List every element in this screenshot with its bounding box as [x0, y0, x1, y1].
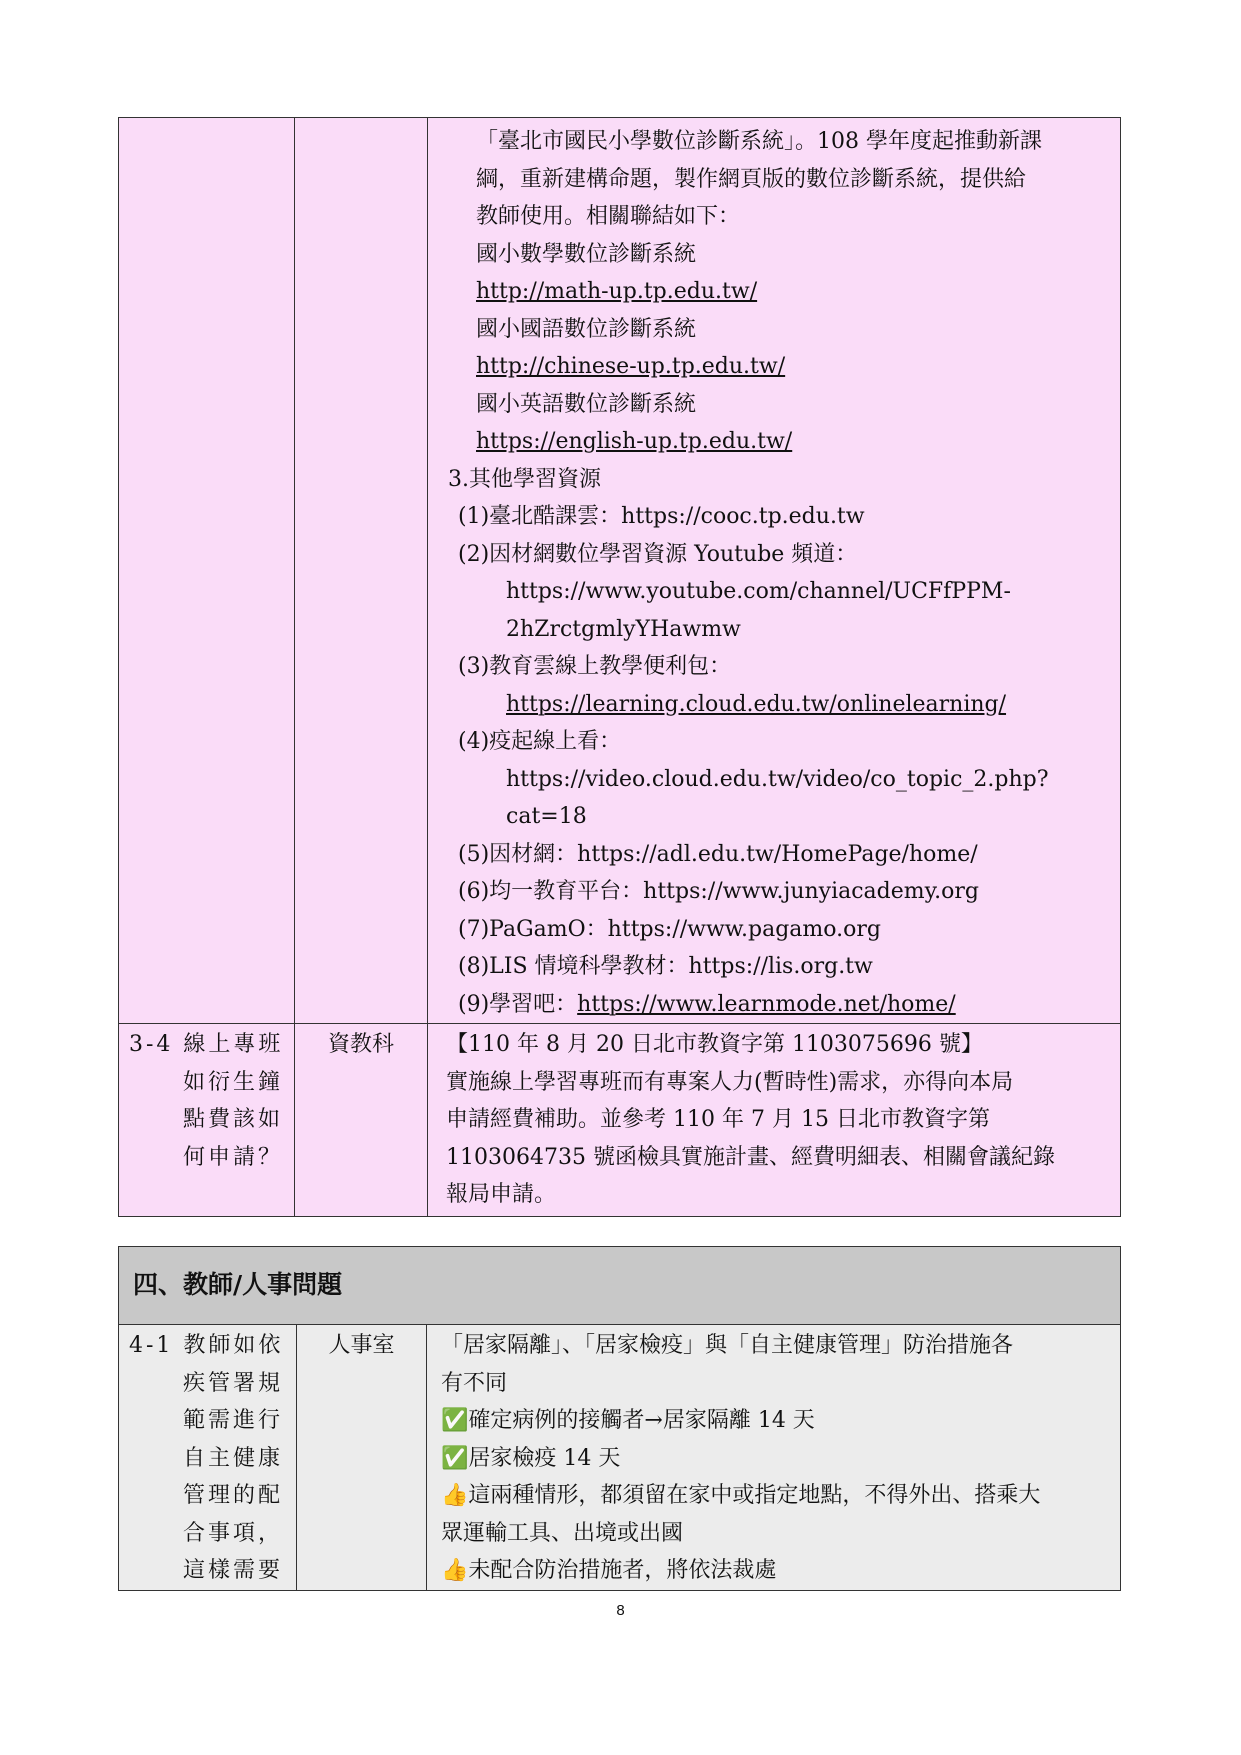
resource-line: https://www.youtube.com/channel/UCFfPPM-	[506, 579, 1011, 604]
resource-line: 國小英語數位診斷系統	[476, 391, 697, 417]
resource-link[interactable]: https://english-up.tp.edu.tw/	[476, 429, 793, 454]
resource-line: (8)LIS 情境科學教材：https://lis.org.tw	[458, 954, 873, 979]
question-line: 自主健康	[183, 1445, 284, 1471]
department-label: 資教科	[327, 1032, 394, 1057]
question-cell	[119, 1325, 297, 1591]
question-line: 管理的配	[183, 1483, 284, 1508]
answer-line: 報局申請。	[446, 1182, 557, 1207]
resource-line: 綱，重新建構命題，製作網頁版的數位診斷系統，提供給	[476, 166, 1027, 192]
resource-line: (5)因材網：https://adl.edu.tw/HomePage/home/	[458, 841, 978, 867]
section4-table	[118, 1246, 1121, 1591]
answer-cell	[428, 118, 1121, 1024]
learnmode-link[interactable]: https://www.learnmode.net/home/	[577, 991, 956, 1017]
resource-line: (3)教育雲線上教學便利包：	[458, 654, 732, 679]
answer-line: 眾運輸工具、出境或出國	[441, 1520, 684, 1546]
resource-line: 教師使用。相關聯結如下：	[476, 204, 741, 229]
resource-line: 國小國語數位診斷系統	[476, 316, 697, 342]
question-line: 3-4 線上專班	[129, 1032, 284, 1057]
table-row	[119, 1325, 1121, 1591]
department-cell	[297, 1325, 427, 1591]
answer-line: 👍未配合防治措施者，將依法裁處	[441, 1558, 777, 1583]
resource-line: https://video.cloud.edu.tw/video/co_topic_2.php?	[506, 766, 1049, 792]
answer-line: 申請經費補助。並參考 110 年 7 月 15 日北市教資字第	[446, 1107, 990, 1132]
resource-line: (2)因材網數位學習資源 Youtube 頻道：	[458, 541, 858, 567]
resource-line: (6)均一教育平台：https://www.junyiacademy.org	[458, 879, 979, 904]
answer-line: 有不同	[441, 1370, 508, 1396]
question-line: 何申請？	[183, 1144, 284, 1170]
resource-link[interactable]: http://math-up.tp.edu.tw/	[476, 279, 758, 304]
answer-line: ✅確定病例的接觸者→居家隔離 14 天	[441, 1408, 815, 1433]
table-row	[119, 1024, 1121, 1217]
answer-cell	[427, 1325, 1121, 1591]
question-line: 合事項，	[183, 1520, 284, 1546]
section-header-row	[119, 1247, 1121, 1325]
department-label: 人事室	[328, 1333, 395, 1358]
answer-line: 【110 年 8 月 20 日北市教資字第 1103075696 號】	[446, 1032, 983, 1057]
answer-line: 實施線上學習專班而有專案人力(暫時性)需求，亦得向本局	[446, 1069, 1014, 1095]
answer-line: 1103064735 號函檢具實施計畫、經費明細表、相關會議紀錄	[446, 1144, 1055, 1170]
resource-line: 國小數學數位診斷系統	[476, 241, 697, 267]
question-line: 範需進行	[183, 1408, 284, 1433]
resource-link[interactable]: http://chinese-up.tp.edu.tw/	[476, 354, 786, 379]
question-cell	[119, 118, 295, 1024]
page-number: 8	[616, 1602, 625, 1619]
table-row	[119, 118, 1121, 1024]
answer-line: 「居家隔離」、「居家檢疫」與「自主健康管理」防治措施各	[441, 1333, 1014, 1358]
resource-table	[118, 117, 1121, 1217]
answer-line: 👍這兩種情形，都須留在家中或指定地點，不得外出、搭乘大	[441, 1483, 1041, 1508]
answer-cell	[428, 1024, 1121, 1217]
resource-line: (4)疫起線上看：	[458, 729, 622, 754]
resource-line: cat=18	[506, 804, 587, 829]
resource-line: (1)臺北酷課雲：https://cooc.tp.edu.tw	[458, 504, 865, 529]
question-cell	[119, 1024, 295, 1217]
department-cell	[295, 1024, 428, 1217]
question-line: 疾管署規	[183, 1370, 284, 1396]
resource-line: 2hZrctgmlyYHawmw	[506, 616, 741, 642]
question-line: 如衍生鐘	[183, 1069, 284, 1095]
resource-line: 「臺北市國民小學數位診斷系統」。108 學年度起推動新課	[476, 129, 1042, 154]
section-title: 四、教師/人事問題	[119, 1247, 1121, 1325]
answer-line: ✅居家檢疫 14 天	[441, 1445, 621, 1471]
resource-link[interactable]: https://learning.cloud.edu.tw/onlinelearning/	[506, 691, 1007, 717]
resource-line: 3.其他學習資源	[448, 466, 601, 492]
question-line: 4-1 教師如依	[129, 1333, 284, 1358]
resource-line: (7)PaGamO：https://www.pagamo.org	[458, 916, 881, 942]
list-item: (9)學習吧：https://www.learnmode.net/home/	[458, 991, 956, 1017]
question-line: 點費該如	[183, 1107, 284, 1132]
department-cell	[295, 118, 428, 1024]
question-line: 這樣需要	[183, 1558, 284, 1583]
